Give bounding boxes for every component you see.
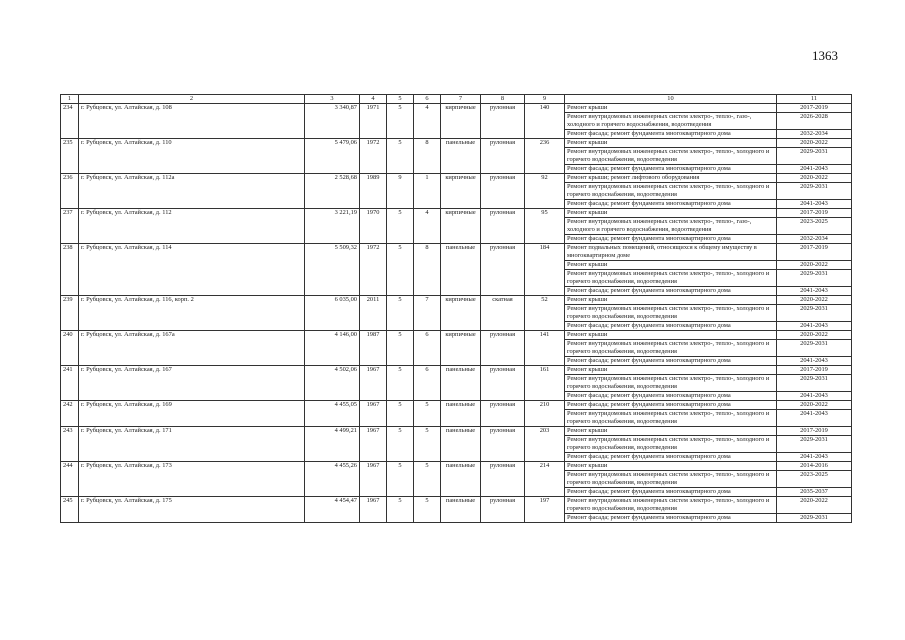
work-name: Ремонт фасада; ремонт фундамента многоквартирного дома bbox=[565, 130, 777, 139]
floor-count: 5 bbox=[387, 331, 414, 366]
table-row bbox=[61, 296, 852, 305]
work-period: 2020-2022 bbox=[777, 497, 852, 514]
work-name: Ремонт внутридомовых инженерных систем электро-, тепло-, газо-, холодного и горячего водоснабжения, водоотведения bbox=[565, 218, 777, 235]
entrance-count: 4 bbox=[414, 104, 441, 139]
work-period: 2017-2019 bbox=[777, 427, 852, 436]
column-header-5: 5 bbox=[387, 95, 414, 104]
wall-material: панельные bbox=[441, 244, 481, 296]
table-row bbox=[61, 174, 852, 183]
entrance-count: 1 bbox=[414, 174, 441, 209]
wall-material: панельные bbox=[441, 462, 481, 497]
work-period: 2041-2043 bbox=[777, 357, 852, 366]
row-number: 243 bbox=[61, 427, 79, 462]
row-number: 241 bbox=[61, 366, 79, 401]
row-number: 245 bbox=[61, 497, 79, 523]
column-header-8: 8 bbox=[481, 95, 525, 104]
work-period: 2020-2022 bbox=[777, 261, 852, 270]
floor-count: 5 bbox=[387, 366, 414, 401]
work-name: Ремонт фасада; ремонт фундамента многоквартирного дома bbox=[565, 165, 777, 174]
work-period: 2029-2031 bbox=[777, 514, 852, 523]
floor-count: 5 bbox=[387, 209, 414, 244]
work-name: Ремонт крыши bbox=[565, 209, 777, 218]
resident-count: 52 bbox=[525, 296, 565, 331]
column-header-3: 3 bbox=[305, 95, 360, 104]
building-address: г. Рубцовск, ул. Алтайская, д. 110 bbox=[79, 139, 305, 174]
building-address: г. Рубцовск, ул. Алтайская, д. 108 bbox=[79, 104, 305, 139]
row-number: 234 bbox=[61, 104, 79, 139]
build-year: 1967 bbox=[360, 427, 387, 462]
building-area: 5 509,32 bbox=[305, 244, 360, 296]
page-number: 1363 bbox=[812, 48, 838, 63]
work-name: Ремонт фасада; ремонт фундамента многоквартирного дома bbox=[565, 357, 777, 366]
work-name: Ремонт внутридомовых инженерных систем электро-, тепло-, холодного и горячего водоснабжения, водоотведения bbox=[565, 410, 777, 427]
building-address: г. Рубцовск, ул. Алтайская, д. 173 bbox=[79, 462, 305, 497]
work-name: Ремонт внутридомовых инженерных систем электро-, тепло-, холодного и горячего водоснабжения, водоотведения bbox=[565, 183, 777, 200]
build-year: 1967 bbox=[360, 462, 387, 497]
roof-type: рулонная bbox=[481, 427, 525, 462]
floor-count: 5 bbox=[387, 244, 414, 296]
entrance-count: 5 bbox=[414, 497, 441, 523]
work-period: 2026-2028 bbox=[777, 113, 852, 130]
work-name: Ремонт фасада; ремонт фундамента многоквартирного дома bbox=[565, 322, 777, 331]
column-header-11: 11 bbox=[777, 95, 852, 104]
roof-type: рулонная bbox=[481, 462, 525, 497]
entrance-count: 8 bbox=[414, 244, 441, 296]
work-name: Ремонт внутридомовых инженерных систем электро-, тепло-, холодного и горячего водоснабжения, водоотведения bbox=[565, 497, 777, 514]
row-number: 240 bbox=[61, 331, 79, 366]
roof-type: рулонная bbox=[481, 209, 525, 244]
build-year: 1972 bbox=[360, 244, 387, 296]
roof-type: рулонная bbox=[481, 497, 525, 523]
work-period: 2017-2019 bbox=[777, 104, 852, 113]
work-period: 2020-2022 bbox=[777, 331, 852, 340]
roof-type: рулонная bbox=[481, 244, 525, 296]
wall-material: панельные bbox=[441, 401, 481, 427]
column-header-10: 10 bbox=[565, 95, 777, 104]
wall-material: кирпичные bbox=[441, 174, 481, 209]
table-row bbox=[61, 401, 852, 410]
building-address: г. Рубцовск, ул. Алтайская, д. 167 bbox=[79, 366, 305, 401]
building-address: г. Рубцовск, ул. Алтайская, д. 112 bbox=[79, 209, 305, 244]
build-year: 1971 bbox=[360, 104, 387, 139]
table-row bbox=[61, 331, 852, 340]
work-name: Ремонт фасада; ремонт фундамента многоквартирного дома bbox=[565, 200, 777, 209]
building-area: 4 146,00 bbox=[305, 331, 360, 366]
building-area: 5 479,06 bbox=[305, 139, 360, 174]
work-period: 2020-2022 bbox=[777, 296, 852, 305]
work-name: Ремонт подвальных помещений, относящихся к общему имуществу в многоквартирном доме bbox=[565, 244, 777, 261]
building-area: 2 528,68 bbox=[305, 174, 360, 209]
work-name: Ремонт внутридомовых инженерных систем электро-, тепло-, газо-, холодного и горячего водоснабжения, водоотведения bbox=[565, 113, 777, 130]
resident-count: 184 bbox=[525, 244, 565, 296]
build-year: 2011 bbox=[360, 296, 387, 331]
work-period: 2041-2043 bbox=[777, 200, 852, 209]
resident-count: 140 bbox=[525, 104, 565, 139]
work-name: Ремонт внутридомовых инженерных систем электро-, тепло-, холодного и горячего водоснабжения, водоотведения bbox=[565, 375, 777, 392]
resident-count: 203 bbox=[525, 427, 565, 462]
table-row bbox=[61, 497, 852, 514]
table-row bbox=[61, 427, 852, 436]
resident-count: 210 bbox=[525, 401, 565, 427]
row-number: 242 bbox=[61, 401, 79, 427]
column-header-9: 9 bbox=[525, 95, 565, 104]
work-name: Ремонт внутридомовых инженерных систем электро-, тепло-, холодного и горячего водоснабжения, водоотведения bbox=[565, 148, 777, 165]
table-body bbox=[61, 104, 852, 523]
work-name: Ремонт крыши bbox=[565, 296, 777, 305]
work-period: 2023-2025 bbox=[777, 218, 852, 235]
resident-count: 92 bbox=[525, 174, 565, 209]
build-year: 1970 bbox=[360, 209, 387, 244]
building-address: г. Рубцовск, ул. Алтайская, д. 116, корп. 2 bbox=[79, 296, 305, 331]
entrance-count: 5 bbox=[414, 462, 441, 497]
entrance-count: 4 bbox=[414, 209, 441, 244]
work-name: Ремонт крыши; ремонт лифтового оборудования bbox=[565, 174, 777, 183]
resident-count: 197 bbox=[525, 497, 565, 523]
work-period: 2029-2031 bbox=[777, 436, 852, 453]
roof-type: скатная bbox=[481, 296, 525, 331]
work-period: 2017-2019 bbox=[777, 244, 852, 261]
wall-material: кирпичные bbox=[441, 296, 481, 331]
resident-count: 141 bbox=[525, 331, 565, 366]
entrance-count: 6 bbox=[414, 331, 441, 366]
building-address: г. Рубцовск, ул. Алтайская, д. 175 bbox=[79, 497, 305, 523]
work-name: Ремонт внутридомовых инженерных систем электро-, тепло-, холодного и горячего водоснабжения, водоотведения bbox=[565, 270, 777, 287]
housing-repair-table bbox=[60, 94, 852, 523]
wall-material: кирпичные bbox=[441, 331, 481, 366]
row-number: 236 bbox=[61, 174, 79, 209]
column-header-4: 4 bbox=[360, 95, 387, 104]
roof-type: рулонная bbox=[481, 401, 525, 427]
building-address: г. Рубцовск, ул. Алтайская, д. 169 bbox=[79, 401, 305, 427]
building-area: 3 340,87 bbox=[305, 104, 360, 139]
table-row bbox=[61, 139, 852, 148]
building-address: г. Рубцовск, ул. Алтайская, д. 112а bbox=[79, 174, 305, 209]
building-area: 4 455,26 bbox=[305, 462, 360, 497]
row-number: 235 bbox=[61, 139, 79, 174]
roof-type: рулонная bbox=[481, 331, 525, 366]
table-row bbox=[61, 244, 852, 261]
work-name: Ремонт крыши bbox=[565, 462, 777, 471]
row-number: 237 bbox=[61, 209, 79, 244]
roof-type: рулонная bbox=[481, 104, 525, 139]
work-name: Ремонт крыши bbox=[565, 366, 777, 375]
work-name: Ремонт фасада; ремонт фундамента многоквартирного дома bbox=[565, 488, 777, 497]
work-name: Ремонт фасада; ремонт фундамента многоквартирного дома bbox=[565, 453, 777, 462]
roof-type: рулонная bbox=[481, 366, 525, 401]
floor-count: 5 bbox=[387, 104, 414, 139]
building-area: 3 221,19 bbox=[305, 209, 360, 244]
wall-material: кирпичные bbox=[441, 209, 481, 244]
floor-count: 9 bbox=[387, 174, 414, 209]
work-period: 2023-2025 bbox=[777, 471, 852, 488]
work-period: 2017-2019 bbox=[777, 209, 852, 218]
floor-count: 5 bbox=[387, 427, 414, 462]
build-year: 1967 bbox=[360, 497, 387, 523]
entrance-count: 6 bbox=[414, 366, 441, 401]
work-name: Ремонт фасада; ремонт фундамента многоквартирного дома bbox=[565, 287, 777, 296]
entrance-count: 7 bbox=[414, 296, 441, 331]
resident-count: 161 bbox=[525, 366, 565, 401]
building-address: г. Рубцовск, ул. Алтайская, д. 167а bbox=[79, 331, 305, 366]
work-period: 2032-2034 bbox=[777, 235, 852, 244]
floor-count: 5 bbox=[387, 139, 414, 174]
building-area: 6 035,00 bbox=[305, 296, 360, 331]
work-name: Ремонт внутридомовых инженерных систем электро-, тепло-, холодного и горячего водоснабжения, водоотведения bbox=[565, 471, 777, 488]
work-period: 2020-2022 bbox=[777, 139, 852, 148]
floor-count: 5 bbox=[387, 497, 414, 523]
building-address: г. Рубцовск, ул. Алтайская, д. 114 bbox=[79, 244, 305, 296]
column-header-7: 7 bbox=[441, 95, 481, 104]
work-name: Ремонт фасада; ремонт фундамента многоквартирного дома bbox=[565, 401, 777, 410]
building-address: г. Рубцовск, ул. Алтайская, д. 171 bbox=[79, 427, 305, 462]
header-row bbox=[61, 95, 852, 104]
resident-count: 95 bbox=[525, 209, 565, 244]
column-header-6: 6 bbox=[414, 95, 441, 104]
build-year: 1987 bbox=[360, 331, 387, 366]
resident-count: 236 bbox=[525, 139, 565, 174]
table-row bbox=[61, 366, 852, 375]
work-name: Ремонт фасада; ремонт фундамента многоквартирного дома bbox=[565, 235, 777, 244]
work-period: 2020-2022 bbox=[777, 174, 852, 183]
resident-count: 214 bbox=[525, 462, 565, 497]
row-number: 239 bbox=[61, 296, 79, 331]
work-period: 2041-2043 bbox=[777, 410, 852, 427]
build-year: 1972 bbox=[360, 139, 387, 174]
entrance-count: 5 bbox=[414, 427, 441, 462]
build-year: 1967 bbox=[360, 401, 387, 427]
work-period: 2029-2031 bbox=[777, 340, 852, 357]
work-period: 2041-2043 bbox=[777, 322, 852, 331]
row-number: 244 bbox=[61, 462, 79, 497]
work-period: 2029-2031 bbox=[777, 148, 852, 165]
work-period: 2041-2043 bbox=[777, 392, 852, 401]
wall-material: панельные bbox=[441, 497, 481, 523]
entrance-count: 5 bbox=[414, 401, 441, 427]
roof-type: рулонная bbox=[481, 139, 525, 174]
entrance-count: 8 bbox=[414, 139, 441, 174]
building-area: 4 455,05 bbox=[305, 401, 360, 427]
wall-material: кирпичные bbox=[441, 104, 481, 139]
work-name: Ремонт крыши bbox=[565, 104, 777, 113]
floor-count: 5 bbox=[387, 462, 414, 497]
work-period: 2041-2043 bbox=[777, 453, 852, 462]
building-area: 4 454,47 bbox=[305, 497, 360, 523]
work-name: Ремонт крыши bbox=[565, 427, 777, 436]
work-period: 2014-2016 bbox=[777, 462, 852, 471]
building-area: 4 502,06 bbox=[305, 366, 360, 401]
work-name: Ремонт внутридомовых инженерных систем электро-, тепло-, холодного и горячего водоснабжения, водоотведения bbox=[565, 340, 777, 357]
work-name: Ремонт внутридомовых инженерных систем электро-, тепло-, холодного и горячего водоснабжения, водоотведения bbox=[565, 436, 777, 453]
building-area: 4 499,21 bbox=[305, 427, 360, 462]
column-header-1: 1 bbox=[61, 95, 79, 104]
wall-material: панельные bbox=[441, 427, 481, 462]
table-row bbox=[61, 209, 852, 218]
work-name: Ремонт внутридомовых инженерных систем электро-, тепло-, холодного и горячего водоснабжения, водоотведения bbox=[565, 305, 777, 322]
work-period: 2020-2022 bbox=[777, 401, 852, 410]
work-period: 2029-2031 bbox=[777, 305, 852, 322]
row-number: 238 bbox=[61, 244, 79, 296]
work-name: Ремонт фасада; ремонт фундамента многоквартирного дома bbox=[565, 514, 777, 523]
build-year: 1989 bbox=[360, 174, 387, 209]
work-name: Ремонт крыши bbox=[565, 139, 777, 148]
work-period: 2032-2034 bbox=[777, 130, 852, 139]
work-name: Ремонт фасада; ремонт фундамента многоквартирного дома bbox=[565, 392, 777, 401]
work-period: 2029-2031 bbox=[777, 270, 852, 287]
work-period: 2029-2031 bbox=[777, 375, 852, 392]
work-period: 2029-2031 bbox=[777, 183, 852, 200]
work-period: 2035-2037 bbox=[777, 488, 852, 497]
floor-count: 5 bbox=[387, 296, 414, 331]
column-header-2: 2 bbox=[79, 95, 305, 104]
work-period: 2041-2043 bbox=[777, 165, 852, 174]
build-year: 1967 bbox=[360, 366, 387, 401]
work-name: Ремонт крыши bbox=[565, 331, 777, 340]
table-row bbox=[61, 462, 852, 471]
roof-type: рулонная bbox=[481, 174, 525, 209]
wall-material: панельные bbox=[441, 366, 481, 401]
work-period: 2041-2043 bbox=[777, 287, 852, 296]
work-period: 2017-2019 bbox=[777, 366, 852, 375]
work-name: Ремонт крыши bbox=[565, 261, 777, 270]
wall-material: панельные bbox=[441, 139, 481, 174]
floor-count: 5 bbox=[387, 401, 414, 427]
table-row bbox=[61, 104, 852, 113]
